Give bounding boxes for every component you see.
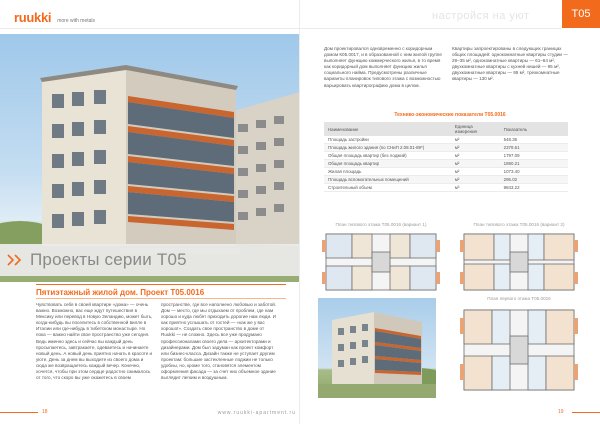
plan3-caption: План первого этажа Т05.0016 (487, 296, 551, 301)
table-row (324, 184, 568, 192)
subtitle-rule-top (36, 284, 286, 285)
page-number-left: 18 (42, 409, 48, 415)
chevron-right-icon (6, 254, 26, 266)
floor-plan-2 (458, 230, 580, 294)
section-tab: T05 (562, 0, 600, 28)
table-cell: м² (451, 144, 500, 152)
table-header-row (324, 122, 568, 136)
table-cell: 9843.22 (500, 184, 568, 192)
logo-wordmark: ruukki (14, 10, 52, 25)
project-subtitle: Пятиэтажный жилой дом. Проект Т05.0016 (36, 288, 205, 297)
plan1-caption: План типового этажа Т05.0016 (вариант 1) (335, 222, 427, 227)
footer-accent-bar-right (572, 412, 600, 413)
series-title: Проекты серии Т05 (30, 250, 187, 269)
indicators-table (324, 122, 568, 192)
site-url[interactable]: www.ruukki-apartment.ru (217, 410, 296, 416)
table-cell: Жилая площадь (324, 168, 451, 176)
table-cell: Общая площадь квартир (324, 160, 451, 168)
plan2-caption: План типового этажа Т05.0016 (вариант 2) (473, 222, 565, 227)
table-cell: Площадь застройки (324, 136, 451, 144)
table-cell: Площадь вспомогательных помещений (324, 176, 451, 184)
table-row (324, 160, 568, 168)
table-header: Единица измерения (451, 122, 500, 136)
floor-plan-ground (458, 304, 580, 396)
floor-plan-1 (320, 230, 442, 294)
table-header: Наименование (324, 122, 451, 136)
page-number-right: 19 (558, 409, 564, 415)
page-slogan: настройся на уют (432, 10, 530, 22)
table-cell: м² (451, 136, 500, 144)
logo-tagline: more with metals (57, 18, 96, 24)
table-row (324, 144, 568, 152)
table-cell: 295.02 (500, 176, 568, 184)
intro-text-1: Дом проектировался одновременно с коридорным домом К05.0017, и в образованной с ним жилой группе выполняет функцию коммерческого жилья, в то время как коридорный дом выполняет функцию жилья социального найма. Предусмотрены различные варианты планировок типового этажа с возможностью варьировать квартирографию дома в целом. (324, 46, 442, 88)
table-row (324, 168, 568, 176)
table-header: Показатель (500, 122, 568, 136)
right-page (300, 0, 600, 424)
series-title-band (0, 244, 300, 276)
header-divider-right (300, 28, 562, 29)
table-row (324, 136, 568, 144)
table-cell: 548.35 (500, 136, 568, 144)
table-cell: 1797.09 (500, 152, 568, 160)
intro-text-2: Квартиры запроектированы в следующих границах общих площадей: однокомнатные квартиры студии — 29–35 м², однокомнатные квартиры — 61–64 м², двухкомнатные квартиры с кухней нишей — 95 м², двухкомнатные квартиры — 95 м², трехкомнатные квартиры — 130 м². (452, 46, 568, 82)
body-text-column-1: Чувствовать себя в своей квартире «дома» — очень важно. Возможно, вас еще ждут путешествия в Мексику или перевод в Новую Зеландию, может быть, когда-нибудь вы поселитесь в собственной вилле в Италии или где-нибудь в тибетском монастыре. Но пока — важно найти свое пространство уже сегодня. Ведь именно здесь и сейчас вы каждый день просыпаетесь, завтракаете, одеваетесь и начинаете новый день. А новый день приятно начать в красоте и уюте. День за днем вы выходите из своего дома и сюда же возвращаетесь каждый вечер. Конечно, хочется, чтобы при этом сердце радостно сжималось от того, что скоро вы уже окажетесь в своем (36, 302, 153, 381)
table-cell: м² (451, 152, 500, 160)
table-cell: м² (451, 168, 500, 176)
building-illustration-small (318, 298, 436, 398)
table-cell: м³ (451, 184, 500, 192)
building-render-small (318, 298, 436, 398)
table-cell: 2378.61 (500, 144, 568, 152)
table-cell: Строительный объем (324, 184, 451, 192)
table-row (324, 152, 568, 160)
table-cell: м² (451, 160, 500, 168)
table-cell: м² (451, 176, 500, 184)
ruukki-logo (14, 10, 95, 25)
table-row (324, 176, 568, 184)
body-text-column-2: пространстве, где все наполнено любовью и заботой. Дом — место, где мы отдыхаем от проблем, где нам хорошо и куда любят приходить дорогие нам люди. И как приятно услышать от гостей — «как же у вас хорошо!». Создать свое пространство в доме от Ruukki — не сложно. Здесь все уже продумано профессионалами своего дела — архитекторами и дизайнерами. Дом был задуман как проект комфорт или бизнес-класса. Дизайн также не уступает другим проектам: большие застекленные лоджии не только удобны, но, кроме того, становятся элементом оформления фасада — за счет них объемное здание выглядит легким и воздушным. (161, 302, 277, 381)
subtitle-rule-bottom (36, 298, 286, 299)
table-cell: 1073.40 (500, 168, 568, 176)
table-cell: 1890.21 (500, 160, 568, 168)
table-cell: Общая площадь квартир (без лоджий) (324, 152, 451, 160)
header-divider (0, 28, 300, 29)
table-cell: Площадь жилого здания (по СНиП 2.08.01-89*) (324, 144, 451, 152)
indicators-table-title: Технико-экономические показатели Т05.0016 (394, 112, 506, 118)
